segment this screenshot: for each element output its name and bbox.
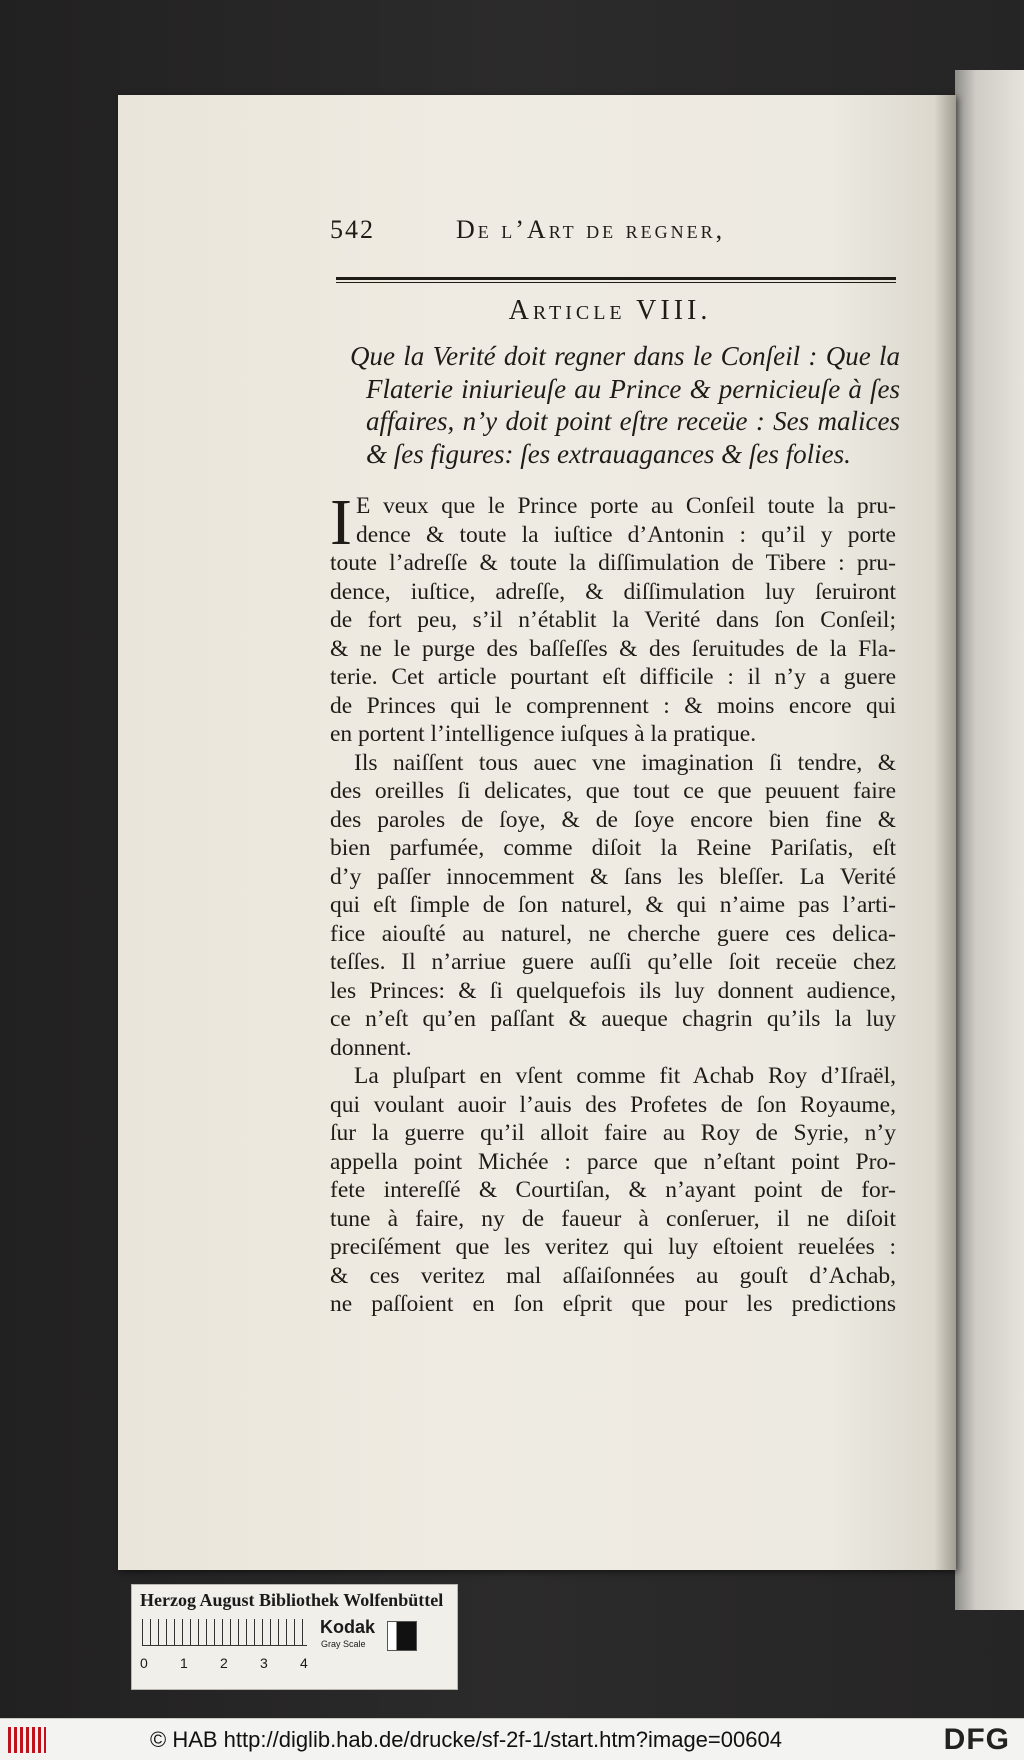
- header-rule: [336, 277, 896, 280]
- ruler-number: 2: [220, 1655, 228, 1671]
- running-title: De l’Art de regner,: [456, 215, 726, 244]
- body-line: teſſes. Il n’arriue guere auſſi qu’elle ſoit receüe chez: [330, 949, 896, 975]
- header-rule-thin: [336, 282, 896, 283]
- body-line: les Princes: & ſi quelquefois ils luy donnent audience,: [330, 977, 896, 1004]
- gray-scale-label: Gray Scale: [321, 1639, 366, 1649]
- body-line: E veux que le Prince porte au Conſeil toute la pru-: [356, 493, 896, 519]
- body-line: des paroles de ſoye, & de ſoye encore bien fine &: [330, 806, 896, 833]
- body-line: de fort peu, s’il n’établit la Verité dans ſon Conſeil;: [330, 607, 896, 633]
- hab-logo-icon: [8, 1727, 46, 1753]
- drop-cap: I: [330, 486, 352, 559]
- ruler-number: 0: [140, 1655, 148, 1671]
- body-line: qui voulant auoir l’auis des Profetes de ſon Royaume,: [330, 1091, 896, 1118]
- body-line: d’y paſſer innocemment & ſans les bleſſer. La Verité: [330, 863, 896, 890]
- body-line: La pluſpart en vſent comme fit Achab Roy d’Iſraël,: [354, 1063, 896, 1089]
- summary-line: affaires, n’y doit point eſtre receüe : Ses malices: [366, 406, 900, 436]
- article-heading: Article VIII.: [508, 295, 712, 326]
- body-line: appella point Michée : parce que n’eſtant point Pro-: [330, 1148, 896, 1175]
- library-color-card: [131, 1584, 458, 1690]
- footer-credit-link[interactable]: © HAB http://diglib.hab.de/drucke/sf-2f-1/start.htm?image=00604: [150, 1727, 782, 1752]
- body-line: preciſément que les veritez qui luy eſtoient reuelées :: [330, 1234, 896, 1260]
- body-line: dence & toute la iuſtice d’Antonin : qu’il y porte: [356, 521, 896, 548]
- summary-line: & ſes figures: ſes extrauagances & ſes folies.: [366, 438, 851, 469]
- body-line: fice aiouſté au naturel, ne cherche guere ces delica-: [330, 920, 896, 947]
- dfg-logo: DFG: [943, 1723, 1010, 1756]
- body-line: de Princes qui le comprennent : & moins encore qui: [330, 692, 896, 719]
- body-line: des oreilles ſi delicates, que tout ce que peuuent faire: [330, 778, 896, 804]
- body-line: & ne le purge des baſſeſſes & des ſeruitudes de la Fla-: [330, 635, 896, 662]
- ruler-number: 1: [180, 1655, 188, 1671]
- ruler-number: 4: [300, 1655, 308, 1671]
- kodak-logo: Kodak: [320, 1617, 376, 1637]
- running-head: [330, 215, 890, 255]
- library-name: Herzog August Bibliothek Wolfenbüttel: [140, 1590, 444, 1610]
- ruler-scale: [142, 1619, 307, 1646]
- body-line: qui eſt ſimple de ſon naturel, & qui n’aime pas l’arti-: [330, 892, 896, 918]
- body-line: dence, iuſtice, adreſſe, & diſſimulation luy ſeruiront: [330, 578, 896, 605]
- body-line: terie. Cet article pourtant eſt difficile : il n’y a guere: [330, 664, 896, 690]
- body-text: [330, 486, 896, 1319]
- body-line: ſur la guerre qu’il alloit faire au Roy de Syrie, n’y: [330, 1120, 896, 1146]
- page-gutter-shadow: [934, 95, 956, 1570]
- summary-line: Flaterie iniurieuſe au Prince & pernicieuſe à ſes: [366, 373, 900, 404]
- gray-scale-chip: [387, 1621, 417, 1651]
- article-summary: [350, 340, 900, 470]
- body-line: fete intereſſé & Courtiſan, & n’ayant point de for-: [330, 1177, 896, 1203]
- body-line: ne paſſoient en ſon eſprit que pour les predictions: [330, 1291, 896, 1317]
- body-line: & ces veritez mal aſſaiſonnées au gouſt d’Achab,: [330, 1262, 896, 1289]
- body-line: toute l’adreſſe & toute la diſſimulation de Tibere : pru-: [330, 550, 896, 576]
- body-line: en portent l’intelligence iuſques à la pratique.: [330, 721, 757, 747]
- body-line: bien parfumée, comme diſoit la Reine Pariſatis, eſt: [330, 835, 896, 861]
- body-line: ce n’eſt qu’en paſſant & aueque chagrin qu’ils la luy: [330, 1006, 896, 1032]
- body-line: tune à faire, ny de faueur à conſeruer, il ne diſoit: [330, 1205, 896, 1232]
- body-line: donnent.: [330, 1034, 412, 1061]
- ruler-number: 3: [260, 1655, 268, 1671]
- summary-line: Que la Verité doit regner dans le Conſeil : Que la: [350, 341, 900, 371]
- body-line: Ils naiſſent tous auec vne imagination ſi tendre, &: [354, 749, 896, 776]
- footer-bar: [0, 1718, 1024, 1760]
- page-number: 542: [330, 215, 375, 244]
- facing-page-edge: [955, 70, 1024, 1610]
